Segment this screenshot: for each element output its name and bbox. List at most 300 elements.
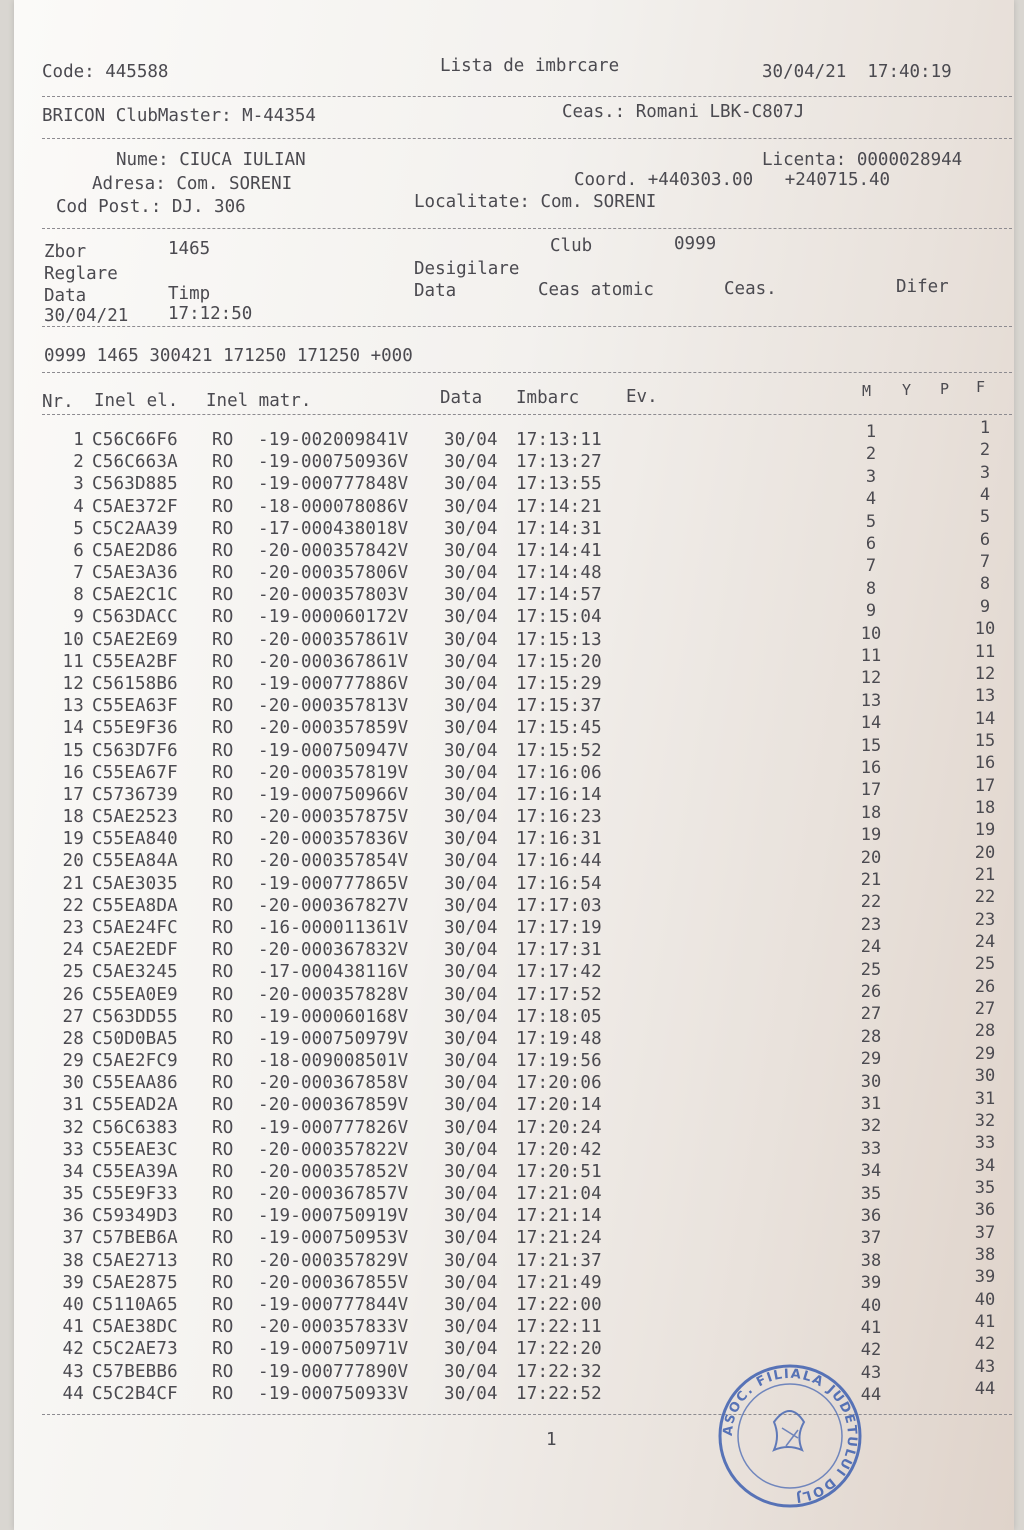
- table-row: [40, 829, 606, 851]
- row-number: 19: [62, 829, 84, 850]
- address-line: [92, 174, 292, 194]
- row-m: 24: [860, 937, 882, 958]
- row-number: 36: [62, 1206, 84, 1227]
- row-ring-matr: -19-000750966V: [258, 784, 409, 805]
- row-number: 41: [62, 1317, 84, 1338]
- row-country: RO: [212, 1161, 234, 1182]
- licence-number: 0000028944: [856, 150, 963, 170]
- row-number: 6: [73, 540, 84, 561]
- row-time: 17:18:05: [516, 1006, 602, 1027]
- row-number: 39: [62, 1272, 84, 1293]
- zbor-label: Zbor: [44, 242, 87, 262]
- row-country: RO: [212, 696, 234, 717]
- stamp-text: ASOC. FILIALA JUDETULUI DOLJ: [720, 1366, 860, 1505]
- row-m: 11: [860, 646, 882, 666]
- row-time: 17:17:03: [516, 895, 602, 916]
- row-ring-el: C563DACC: [92, 607, 178, 628]
- row-number: 18: [62, 807, 84, 828]
- row-date: 30/04: [444, 984, 498, 1005]
- divider: [42, 228, 1012, 229]
- row-date: 30/04: [444, 651, 498, 672]
- row-number: 26: [62, 984, 84, 1005]
- row-f: 13: [974, 686, 996, 707]
- row-ring-matr: -20-000357813V: [258, 696, 409, 717]
- row-time: 17:21:14: [516, 1206, 602, 1227]
- row-f: 19: [974, 820, 996, 841]
- row-date: 30/04: [444, 962, 498, 983]
- row-time: 17:20:14: [516, 1095, 602, 1116]
- row-country: RO: [212, 1206, 234, 1227]
- table-row: [40, 807, 606, 829]
- row-country: RO: [212, 962, 234, 983]
- row-ring-matr: -20-000357836V: [258, 829, 409, 850]
- row-ring-el: C50D0BA5: [92, 1028, 178, 1049]
- locality: Com. SORENI: [540, 192, 657, 212]
- row-ring-el: C55EA8DA: [92, 895, 178, 916]
- adresa-label: Adresa:: [92, 174, 166, 194]
- coord-lon: +240715.40: [784, 170, 891, 190]
- table-row: [40, 918, 606, 940]
- row-ring-el: C55EA84A: [92, 851, 178, 872]
- code-label: Code:: [42, 62, 95, 82]
- row-country: RO: [212, 984, 234, 1005]
- table-row: [40, 652, 606, 674]
- table-row: [40, 452, 606, 474]
- table-row: [40, 1029, 606, 1051]
- th-y: Y: [902, 381, 912, 399]
- row-country: RO: [212, 1383, 234, 1404]
- row-country: RO: [212, 673, 234, 694]
- row-country: RO: [212, 1272, 234, 1293]
- row-m: 15: [860, 735, 882, 756]
- row-ring-el: C5AE2875: [92, 1272, 178, 1293]
- row-f: 16: [974, 753, 996, 774]
- row-country: RO: [212, 563, 234, 584]
- row-ring-el: C5AE2FC9: [92, 1051, 178, 1072]
- row-f: 20: [974, 842, 996, 863]
- clock-model: Ceas.: Romani LBK-C807J: [562, 102, 805, 122]
- row-number: 1: [73, 430, 84, 450]
- row-date: 30/04: [444, 718, 498, 739]
- row-number: 29: [62, 1051, 84, 1072]
- row-time: 17:16:54: [516, 873, 602, 894]
- row-f: 35: [974, 1177, 996, 1198]
- row-f: 14: [974, 708, 996, 729]
- table-row: [40, 1228, 606, 1250]
- codpost-label: Cod Post.:: [56, 197, 162, 217]
- row-m: 3: [865, 466, 877, 487]
- row-ring-matr: -20-000357806V: [258, 563, 409, 584]
- row-date: 30/04: [444, 1295, 498, 1316]
- row-time: 17:22:32: [516, 1361, 602, 1382]
- row-f: 43: [974, 1356, 996, 1377]
- row-number: 31: [62, 1095, 84, 1116]
- row-ring-el: C55EA2BF: [92, 651, 178, 672]
- row-country: RO: [212, 1317, 234, 1338]
- row-f: 25: [974, 954, 996, 975]
- row-ring-el: C55E9F36: [92, 718, 178, 739]
- row-ring-matr: -19-000750919V: [258, 1206, 409, 1227]
- row-number: 11: [62, 651, 84, 672]
- row-number: 14: [62, 718, 84, 739]
- row-ring-el: C5AE3245: [92, 962, 178, 983]
- row-ring-matr: -19-000777826V: [258, 1117, 409, 1138]
- row-time: 17:14:21: [516, 496, 602, 517]
- row-country: RO: [212, 474, 234, 495]
- row-m: 23: [860, 914, 882, 935]
- row-number: 12: [62, 673, 84, 694]
- table-row: [40, 1362, 606, 1384]
- row-m: 5: [865, 511, 877, 532]
- row-m: 27: [860, 1004, 882, 1025]
- table-row: [40, 896, 606, 918]
- table-row: [40, 474, 606, 496]
- row-ring-el: C55EA63F: [92, 696, 178, 717]
- row-m: 17: [860, 780, 882, 801]
- table-row: [40, 1317, 606, 1339]
- row-time: 17:14:57: [516, 585, 602, 606]
- row-ring-el: C5AE2523: [92, 807, 178, 828]
- row-country: RO: [212, 873, 234, 894]
- table-row: [40, 1184, 606, 1206]
- row-f: 23: [974, 909, 996, 930]
- coord-lat: +440303.00: [647, 170, 754, 190]
- ceas-atomic-label: Ceas atomic: [538, 280, 654, 300]
- locality-line: [414, 192, 656, 212]
- row-country: RO: [212, 784, 234, 805]
- th-imbarc: Imbarc: [516, 388, 580, 408]
- row-date: 30/04: [444, 940, 498, 961]
- row-date: 30/04: [444, 784, 498, 805]
- row-ring-matr: -16-000011361V: [258, 917, 409, 938]
- row-number: 42: [62, 1339, 84, 1360]
- licenta-label: Licenta:: [762, 150, 847, 170]
- row-date: 30/04: [444, 673, 498, 694]
- row-date: 30/04: [444, 474, 498, 495]
- row-f: 21: [974, 865, 996, 885]
- row-f: 34: [974, 1155, 996, 1176]
- row-m: 38: [860, 1250, 882, 1271]
- row-time: 17:15:13: [516, 629, 602, 650]
- row-m: 2: [865, 444, 877, 465]
- row-date: 30/04: [444, 1051, 498, 1072]
- difer-label: Difer: [896, 277, 949, 297]
- row-ring-matr: -19-000750953V: [258, 1228, 409, 1249]
- th-p: P: [940, 380, 950, 398]
- row-ring-el: C5AE2EDF: [92, 940, 178, 961]
- row-time: 17:22:20: [516, 1339, 602, 1360]
- row-ring-el: C5AE3035: [92, 873, 178, 894]
- row-number: 40: [62, 1295, 84, 1316]
- table-row: [40, 718, 606, 740]
- row-time: 17:22:00: [516, 1295, 602, 1316]
- row-m: 19: [860, 825, 882, 846]
- row-date: 30/04: [444, 585, 498, 606]
- row-ring-el: C5AE3A36: [92, 563, 178, 584]
- row-number: 16: [62, 762, 84, 783]
- row-date: 30/04: [444, 917, 498, 938]
- table-row: [40, 985, 606, 1007]
- row-time: 17:17:42: [516, 962, 602, 983]
- row-country: RO: [212, 518, 234, 539]
- row-f: 6: [979, 529, 991, 550]
- row-country: RO: [212, 851, 234, 872]
- row-ring-el: C5AE24FC: [92, 917, 178, 938]
- row-ring-el: C5AE2C1C: [92, 585, 178, 606]
- table-row: [40, 1384, 606, 1406]
- row-time: 17:20:24: [516, 1117, 602, 1138]
- row-time: 17:15:52: [516, 740, 602, 761]
- code-value: 445588: [105, 62, 169, 82]
- row-m: 30: [860, 1071, 882, 1092]
- row-ring-matr: -20-000367861V: [258, 651, 409, 672]
- row-number: 5: [73, 518, 84, 539]
- localitate-label: Localitate:: [414, 192, 530, 212]
- row-time: 17:20:42: [516, 1139, 602, 1160]
- row-f: 24: [974, 932, 996, 953]
- row-m: 31: [860, 1094, 882, 1114]
- row-country: RO: [212, 607, 234, 628]
- row-m: 25: [860, 959, 882, 980]
- row-number: 9: [73, 607, 84, 628]
- row-f: 30: [974, 1066, 996, 1087]
- row-m: 41: [860, 1318, 882, 1338]
- row-m: 39: [860, 1273, 882, 1294]
- row-f: 3: [979, 462, 991, 483]
- row-number: 8: [73, 585, 84, 606]
- row-time: 17:20:51: [516, 1161, 602, 1182]
- row-m: 44: [860, 1385, 882, 1406]
- row-number: 34: [62, 1161, 84, 1182]
- row-m: 20: [860, 847, 882, 868]
- row-ring-el: C56C6383: [92, 1117, 178, 1138]
- row-number: 22: [62, 895, 84, 916]
- row-date: 30/04: [444, 1361, 498, 1382]
- owner-name: CIUCA IULIAN: [179, 150, 306, 170]
- row-date: 30/04: [444, 1006, 498, 1027]
- row-time: 17:16:44: [516, 851, 602, 872]
- row-ring-el: C5736739: [92, 784, 178, 805]
- row-f: 28: [974, 1021, 996, 1042]
- print-time: 17:40:19: [867, 62, 952, 82]
- table-row: [40, 1251, 606, 1273]
- row-f: 1: [979, 418, 991, 438]
- row-ring-matr: -20-000357833V: [258, 1317, 409, 1338]
- row-date: 30/04: [444, 629, 498, 650]
- row-ring-matr: -19-000060168V: [258, 1006, 409, 1027]
- row-ring-el: C5C2AE73: [92, 1339, 178, 1360]
- row-number: 2: [73, 452, 84, 473]
- row-number: 21: [62, 873, 84, 894]
- table-row: [40, 519, 606, 541]
- row-ring-matr: -19-000777844V: [258, 1295, 409, 1316]
- row-country: RO: [212, 452, 234, 473]
- row-ring-el: C563D7F6: [92, 740, 178, 761]
- row-f: 44: [974, 1379, 996, 1400]
- table-row: [40, 1339, 606, 1361]
- table-row: [40, 1051, 606, 1073]
- row-time: 17:21:49: [516, 1272, 602, 1293]
- row-date: 30/04: [444, 873, 498, 894]
- th-inel-matr: Inel matr.: [206, 391, 312, 411]
- owner-name-line: [116, 150, 306, 170]
- table-row: [40, 741, 606, 763]
- row-number: 27: [62, 1006, 84, 1027]
- desigilare-label: Desigilare: [414, 259, 520, 279]
- print-datetime: [762, 62, 952, 82]
- th-inel-el: Inel el.: [94, 391, 179, 411]
- row-country: RO: [212, 1051, 234, 1072]
- row-m: 22: [860, 892, 882, 913]
- row-ring-matr: -20-000357852V: [258, 1161, 409, 1182]
- data-label: Data: [44, 286, 87, 306]
- row-time: 17:22:11: [516, 1317, 602, 1338]
- row-country: RO: [212, 762, 234, 783]
- row-f: 32: [974, 1110, 996, 1131]
- row-m: 33: [860, 1138, 882, 1159]
- table-row: [40, 1206, 606, 1228]
- row-date: 30/04: [444, 1117, 498, 1138]
- row-ring-matr: -20-000357829V: [258, 1250, 409, 1271]
- row-time: 17:13:11: [516, 430, 602, 450]
- address: Com. SORENI: [176, 174, 293, 194]
- row-country: RO: [212, 917, 234, 938]
- row-ring-el: C56158B6: [92, 673, 178, 694]
- row-m: 8: [865, 578, 877, 599]
- row-ring-el: C57BEBB6: [92, 1361, 178, 1382]
- table-row: [40, 785, 606, 807]
- row-ring-matr: -17-000438018V: [258, 518, 409, 539]
- row-ring-matr: -17-000438116V: [258, 962, 409, 983]
- postcode-line: [56, 197, 246, 217]
- row-ring-matr: -19-000777865V: [258, 873, 409, 894]
- row-f: 15: [974, 730, 996, 751]
- row-ring-matr: -19-000777886V: [258, 673, 409, 694]
- row-f: 27: [974, 999, 996, 1020]
- row-country: RO: [212, 807, 234, 828]
- divider: [42, 96, 1012, 97]
- table-row: [40, 607, 606, 629]
- table-row: [40, 1140, 606, 1162]
- row-time: 17:19:48: [516, 1028, 602, 1049]
- row-ring-matr: -20-000367832V: [258, 940, 409, 961]
- row-ring-el: C5110A65: [92, 1295, 178, 1316]
- row-ring-matr: -20-000357854V: [258, 851, 409, 872]
- row-m: 9: [865, 601, 877, 622]
- row-f: 33: [974, 1133, 996, 1154]
- table-row: [40, 1295, 606, 1317]
- licence-line: [762, 150, 962, 170]
- row-country: RO: [212, 496, 234, 517]
- row-country: RO: [212, 430, 234, 450]
- row-m: 35: [860, 1183, 882, 1204]
- row-f: 7: [979, 552, 991, 573]
- row-country: RO: [212, 1095, 234, 1116]
- row-time: 17:15:04: [516, 607, 602, 628]
- row-ring-el: C55E9F33: [92, 1184, 178, 1205]
- row-f: 11: [974, 641, 996, 662]
- row-m: 14: [860, 713, 882, 734]
- row-date: 30/04: [444, 1028, 498, 1049]
- row-country: RO: [212, 1117, 234, 1138]
- row-f: 36: [974, 1200, 996, 1221]
- row-ring-matr: -20-000357822V: [258, 1139, 409, 1160]
- row-date: 30/04: [444, 829, 498, 850]
- row-number: 3: [73, 474, 84, 495]
- row-time: 17:16:14: [516, 784, 602, 805]
- reglare-date: 30/04/21: [44, 306, 129, 326]
- row-number: 10: [62, 629, 84, 650]
- row-country: RO: [212, 1006, 234, 1027]
- row-m: 26: [860, 982, 882, 1002]
- row-number: 20: [62, 851, 84, 872]
- row-time: 17:21:04: [516, 1184, 602, 1205]
- table-row: [40, 563, 606, 585]
- round-stamp-icon: [716, 1362, 864, 1510]
- row-date: 30/04: [444, 1073, 498, 1094]
- row-number: 33: [62, 1139, 84, 1160]
- row-date: 30/04: [444, 430, 498, 450]
- table-row: [40, 674, 606, 696]
- row-time: 17:16:06: [516, 762, 602, 783]
- row-ring-el: C55EA0E9: [92, 984, 178, 1005]
- th-nr: Nr.: [42, 392, 74, 412]
- table-row: [40, 763, 606, 785]
- row-ring-el: C5AE372F: [92, 496, 178, 517]
- row-date: 30/04: [444, 563, 498, 584]
- row-number: 43: [62, 1361, 84, 1382]
- row-number: 35: [62, 1184, 84, 1205]
- row-date: 30/04: [444, 1228, 498, 1249]
- row-date: 30/04: [444, 607, 498, 628]
- row-f: 41: [974, 1312, 996, 1332]
- table-row: [40, 1162, 606, 1184]
- row-ring-matr: -19-000750971V: [258, 1339, 409, 1360]
- table-row: [40, 696, 606, 718]
- row-date: 30/04: [444, 762, 498, 783]
- row-date: 30/04: [444, 1272, 498, 1293]
- row-ring-matr: -20-000367827V: [258, 895, 409, 916]
- row-m: 43: [860, 1362, 882, 1383]
- row-ring-el: C57BEB6A: [92, 1228, 178, 1249]
- row-number: 44: [62, 1383, 84, 1404]
- table-row: [40, 962, 606, 984]
- row-f: 9: [979, 596, 991, 617]
- row-ring-el: C56C66F6: [92, 430, 178, 450]
- row-ring-el: C55EAA86: [92, 1073, 178, 1094]
- print-date: 30/04/21: [762, 62, 847, 82]
- row-f: 2: [979, 440, 991, 461]
- row-country: RO: [212, 629, 234, 650]
- row-time: 17:16:23: [516, 807, 602, 828]
- row-date: 30/04: [444, 1095, 498, 1116]
- row-date: 30/04: [444, 1184, 498, 1205]
- row-m: 28: [860, 1026, 882, 1047]
- document-title: Lista de imbrcare: [440, 56, 620, 76]
- row-date: 30/04: [444, 1383, 498, 1404]
- page-number: 1: [546, 1430, 557, 1450]
- row-m: 16: [860, 758, 882, 778]
- row-time: 17:17:52: [516, 984, 602, 1005]
- row-number: 4: [73, 496, 84, 517]
- row-time: 17:15:45: [516, 718, 602, 739]
- row-country: RO: [212, 1339, 234, 1360]
- coord-label: Coord.: [574, 170, 638, 190]
- row-country: RO: [212, 585, 234, 606]
- row-ring-el: C55EA67F: [92, 762, 178, 783]
- table-row: [40, 497, 606, 519]
- row-ring-matr: -20-000357803V: [258, 585, 409, 606]
